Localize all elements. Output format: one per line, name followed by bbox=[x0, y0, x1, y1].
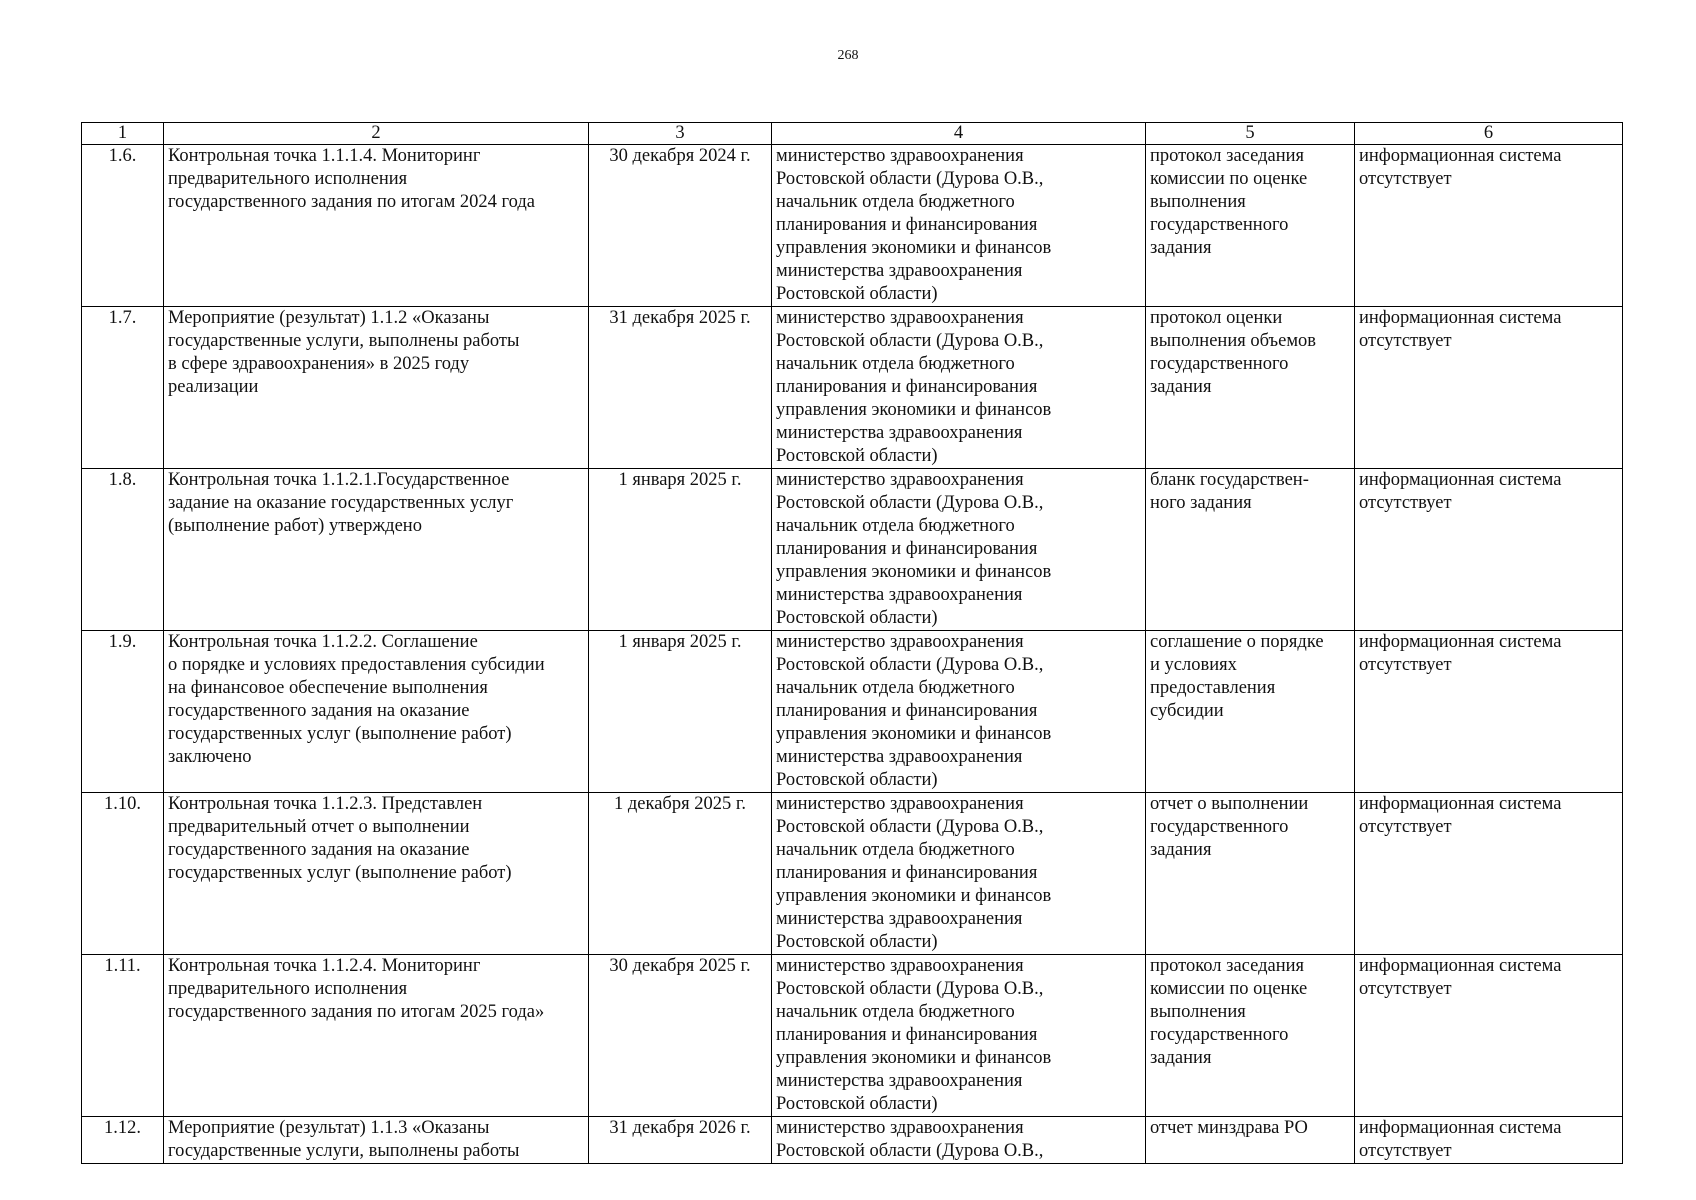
plan-table bbox=[81, 122, 1623, 1164]
row-title: Контрольная точка 1.1.2.4. Мониторинг предварительного исполнения государственного задания по итогам 2025 года» bbox=[164, 955, 589, 1117]
table-row bbox=[82, 1117, 1623, 1164]
row-date: 1 января 2025 г. bbox=[589, 631, 772, 793]
row-document: соглашение о порядке и условиях предоставления субсидии bbox=[1146, 631, 1355, 793]
row-number: 1.10. bbox=[82, 793, 164, 955]
row-document: протокол заседания комиссии по оценке выполнения государственного задания bbox=[1146, 955, 1355, 1117]
table-row bbox=[82, 793, 1623, 955]
row-responsible: министерство здравоохранения Ростовской области (Дурова О.В., начальник отдела бюджетного планирования и финансирования управления экономики и финансов министерства здравоохранения Ростовской области) bbox=[772, 793, 1146, 955]
row-date: 1 января 2025 г. bbox=[589, 469, 772, 631]
row-title: Контрольная точка 1.1.2.2. Соглашение о порядке и условиях предоставления субсидии на финансовое обеспечение выполнения государственного задания на оказание государственных услуг (выполнение работ) заключено bbox=[164, 631, 589, 793]
table-row bbox=[82, 145, 1623, 307]
row-responsible: министерство здравоохранения Ростовской области (Дурова О.В., начальник отдела бюджетного планирования и финансирования управления экономики и финансов министерства здравоохранения Ростовской области) bbox=[772, 955, 1146, 1117]
row-title: Контрольная точка 1.1.2.1.Государственное задание на оказание государственных услуг (выполнение работ) утверждено bbox=[164, 469, 589, 631]
row-number: 1.9. bbox=[82, 631, 164, 793]
column-header: 3 bbox=[589, 123, 772, 145]
page-number: 268 bbox=[837, 48, 859, 63]
row-date: 30 декабря 2025 г. bbox=[589, 955, 772, 1117]
row-system: информационная система отсутствует bbox=[1355, 1117, 1623, 1164]
column-header: 2 bbox=[164, 123, 589, 145]
row-date: 31 декабря 2025 г. bbox=[589, 307, 772, 469]
row-system: информационная система отсутствует bbox=[1355, 307, 1623, 469]
row-number: 1.7. bbox=[82, 307, 164, 469]
table-row bbox=[82, 307, 1623, 469]
row-responsible: министерство здравоохранения Ростовской области (Дурова О.В., начальник отдела бюджетного планирования и финансирования управления экономики и финансов министерства здравоохранения Ростовской области) bbox=[772, 469, 1146, 631]
table-row bbox=[82, 469, 1623, 631]
column-header: 4 bbox=[772, 123, 1146, 145]
column-header: 6 bbox=[1355, 123, 1623, 145]
row-number: 1.11. bbox=[82, 955, 164, 1117]
row-date: 1 декабря 2025 г. bbox=[589, 793, 772, 955]
row-title: Контрольная точка 1.1.2.3. Представлен предварительный отчет о выполнении государственного задания на оказание государственных услуг (выполнение работ) bbox=[164, 793, 589, 955]
row-date: 31 декабря 2026 г. bbox=[589, 1117, 772, 1164]
row-system: информационная система отсутствует bbox=[1355, 469, 1623, 631]
row-responsible: министерство здравоохранения Ростовской области (Дурова О.В., начальник отдела бюджетного планирования и финансирования управления экономики и финансов министерства здравоохранения Ростовской области) bbox=[772, 307, 1146, 469]
row-number: 1.6. bbox=[82, 145, 164, 307]
row-document: бланк государствен- ного задания bbox=[1146, 469, 1355, 631]
table-row bbox=[82, 631, 1623, 793]
row-system: информационная система отсутствует bbox=[1355, 955, 1623, 1117]
row-responsible: министерство здравоохранения Ростовской области (Дурова О.В., начальник отдела бюджетного планирования и финансирования управления экономики и финансов министерства здравоохранения Ростовской области) bbox=[772, 145, 1146, 307]
row-responsible: министерство здравоохранения Ростовской области (Дурова О.В., bbox=[772, 1117, 1146, 1164]
row-document: протокол оценки выполнения объемов государственного задания bbox=[1146, 307, 1355, 469]
row-title: Мероприятие (результат) 1.1.2 «Оказаны государственные услуги, выполнены работы в сфере здравоохранения» в 2025 году реализации bbox=[164, 307, 589, 469]
row-document: отчет минздрава РО bbox=[1146, 1117, 1355, 1164]
row-title: Контрольная точка 1.1.1.4. Мониторинг предварительного исполнения государственного задания по итогам 2024 года bbox=[164, 145, 589, 307]
column-header: 5 bbox=[1146, 123, 1355, 145]
row-system: информационная система отсутствует bbox=[1355, 793, 1623, 955]
row-date: 30 декабря 2024 г. bbox=[589, 145, 772, 307]
row-number: 1.12. bbox=[82, 1117, 164, 1164]
row-number: 1.8. bbox=[82, 469, 164, 631]
row-document: протокол заседания комиссии по оценке выполнения государственного задания bbox=[1146, 145, 1355, 307]
row-title: Мероприятие (результат) 1.1.3 «Оказаны государственные услуги, выполнены работы bbox=[164, 1117, 589, 1164]
row-responsible: министерство здравоохранения Ростовской области (Дурова О.В., начальник отдела бюджетного планирования и финансирования управления экономики и финансов министерства здравоохранения Ростовской области) bbox=[772, 631, 1146, 793]
row-document: отчет о выполнении государственного задания bbox=[1146, 793, 1355, 955]
table-row bbox=[82, 955, 1623, 1117]
column-header: 1 bbox=[82, 123, 164, 145]
table-header-row bbox=[82, 123, 1623, 145]
row-system: информационная система отсутствует bbox=[1355, 145, 1623, 307]
row-system: информационная система отсутствует bbox=[1355, 631, 1623, 793]
